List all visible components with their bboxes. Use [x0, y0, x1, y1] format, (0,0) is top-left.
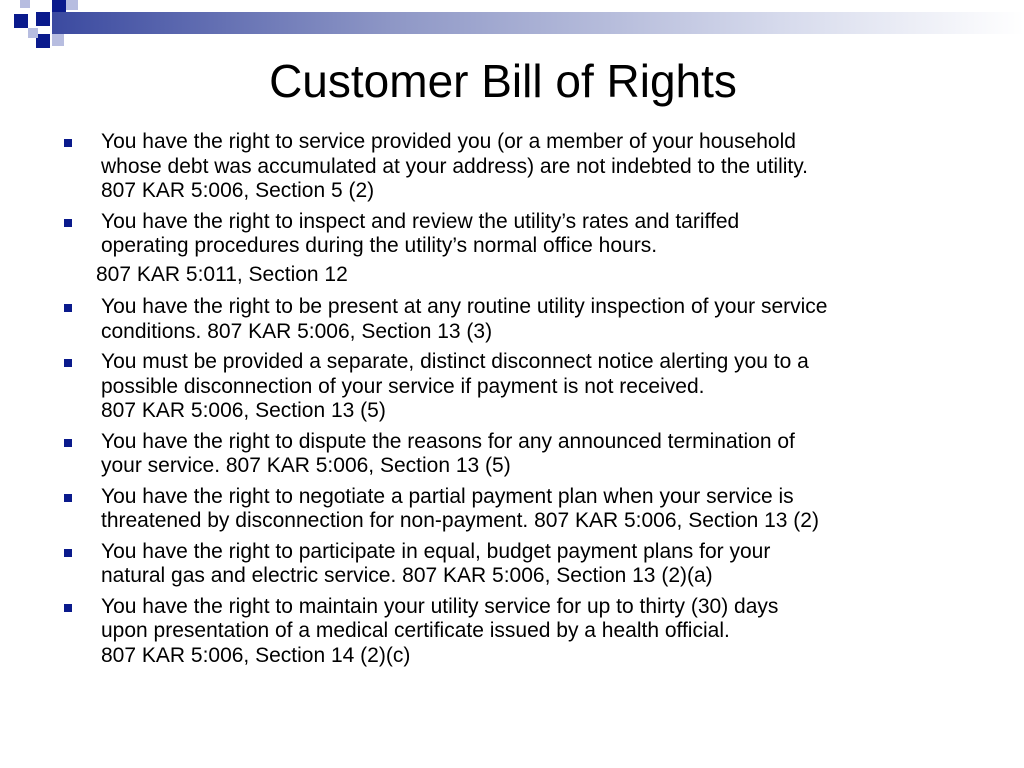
bullet-item: [0, 595, 1024, 669]
decor-square-4: [36, 34, 50, 48]
bullet-item: [0, 430, 1024, 479]
gradient-band: [52, 12, 1024, 34]
decor-square-6: [66, 0, 78, 10]
bullet-item: [0, 130, 1024, 204]
bullet-text: You have the right to dispute the reasons for any announced termination of your service. 807 KAR 5:006, Section 13 (5): [101, 429, 795, 477]
decor-square-2: [36, 12, 50, 26]
bullet-item: [0, 540, 1024, 589]
bullet-square-icon: [64, 549, 72, 557]
bullet-square-icon: [64, 439, 72, 447]
slide-title: Customer Bill of Rights: [269, 55, 737, 107]
bullet-item: [0, 210, 1024, 259]
decor-square-7: [28, 28, 38, 38]
bullet-square-icon: [64, 359, 72, 367]
decor-square-1: [14, 14, 28, 28]
bullet-list: [0, 130, 1024, 674]
bullet-text: You have the right to maintain your utility service for up to thirty (30) days upon presentation of a medical certificate issued by a health official. 807 KAR 5:006, Section 14 (2)(c): [101, 594, 779, 667]
bullet-text: You must be provided a separate, distinct disconnect notice alerting you to a possible disconnection of your service if payment is not received. 807 KAR 5:006, Section 13 (5): [101, 350, 809, 422]
decor-square-8: [52, 34, 64, 46]
decor-square-5: [20, 0, 30, 8]
decor-square-3: [52, 0, 66, 12]
bullet-item: [0, 295, 1024, 344]
bullet-text: You have the right to be present at any routine utility inspection of your service conditions. 807 KAR 5:006, Section 13 (3): [101, 295, 828, 343]
bullet-square-icon: [64, 139, 72, 147]
bullet-item: [0, 350, 1024, 424]
bullet-square-icon: [64, 604, 72, 612]
bullet-square-icon: [64, 219, 72, 227]
bullet-item: [0, 485, 1024, 534]
bullet-square-icon: [64, 494, 72, 502]
bullet-text: You have the right to inspect and review the utility’s rates and tariffed operating procedures during the utility’s normal office hours.: [101, 209, 740, 257]
citation-line: 807 KAR 5:011, Section 12: [96, 262, 348, 286]
bullet-square-icon: [64, 304, 72, 312]
bullet-text: You have the right to participate in equal, budget payment plans for your natural gas and electric service. 807 KAR 5:006, Section 13 (2)(a): [101, 539, 771, 587]
bullet-text: You have the right to negotiate a partial payment plan when your service is threatened by disconnection for non-payment. 807 KAR 5:006, Section 13 (2): [101, 484, 819, 532]
bullet-text: You have the right to service provided you (or a member of your household whose debt was accumulated at your address) are not indebted to the utility. 807 KAR 5:006, Section 5 (2): [101, 130, 809, 202]
